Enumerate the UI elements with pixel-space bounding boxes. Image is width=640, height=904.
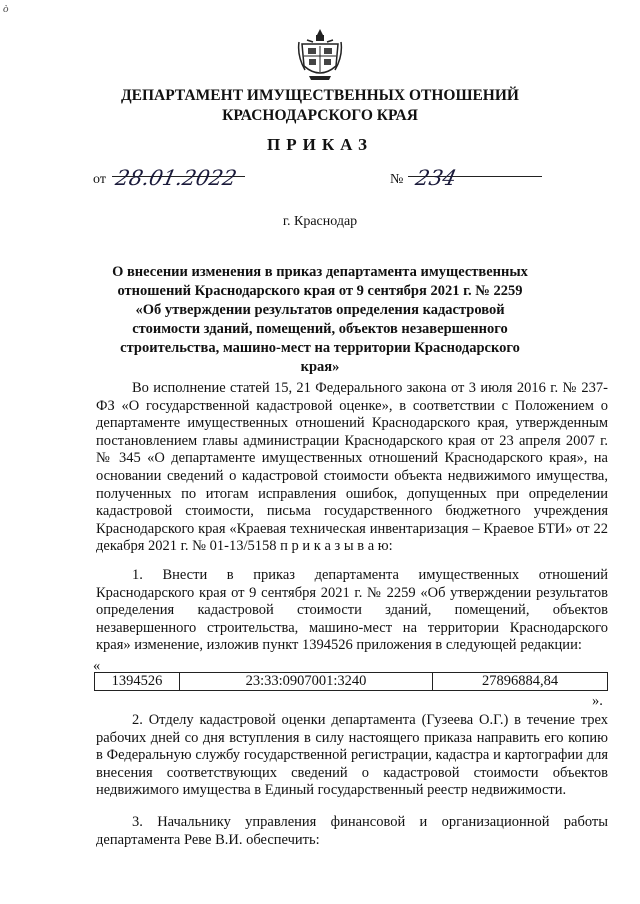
order-subject: О внесении изменения в приказ департамента имущественных отношений Краснодарского края от 9 сентября 2021 г. № 2259 «Об утверждении результатов определения кадастровой стоимости зданий, помещений, объектов незавершенного строительства, машино-мест на территории Краснодарского края» [112,264,528,375]
department-name-line1: ДЕПАРТАМЕНТ ИМУЩЕСТВЕННЫХ ОТНОШЕНИЙ [121,87,519,104]
department-name-line2: КРАСНОДАРСКОГО КРАЯ [222,107,418,124]
cadastral-table [94,672,608,691]
date-handwritten: 28.01.2022 [113,166,239,190]
corner-mark: ò [3,3,9,15]
number-label: № [390,172,404,187]
item-2-paragraph: 2. Отделу кадастровой оценки департамента (Гузеева О.Г.) в течение трех рабочих дней со дня вступления в силу настоящего приказа направить его копию в Федеральную службу государственной регистрации, кадастра и картографии для внесения соответствующих сведений о кадастровой стоимости объектов недвижимого имущества в Единый государственный реестр недвижимости. [96,712,608,799]
item-3-paragraph: 3. Начальнику управления финансовой и организационной работы департамента Реве В.И. обеспечить: [96,814,608,848]
krasnodar-coat-of-arms-icon [297,26,343,82]
city: г. Краснодар [282,214,358,229]
table-row [95,673,608,691]
item-number-cell: 1394526 [95,673,180,691]
cadastral-number-cell: 23:33:0907001:3240 [180,673,433,691]
number-handwritten: 234 [413,166,459,190]
cadastral-value-cell: 27896884,84 [433,673,608,691]
intro-paragraph: Во исполнение статей 15, 21 Федерального закона от 3 июля 2016 г. № 237-ФЗ «О государственной кадастровой оценке», в соответствии с Положением о департаменте имущественных отношений Краснодарского края, утвержденным постановлением главы администрации Краснодарского края от 23 апреля 2007 г. № 345 «О департаменте имущественных отношений Краснодарского края», на основании сведений о кадастровой стоимости объекта недвижимого имущества, полученных по итогам исправления ошибок, допущенных при определении кадастровой стоимости, письма государственного бюджетного учреждения Краснодарского края «Краевая техническая инвентаризация – Краевое БТИ» от 22 декабря 2021 г. № 01-13/5158 п р и к а з ы в а ю: [96,380,608,555]
quote-close: ». [592,693,603,709]
order-title: ПРИКАЗ [267,135,373,154]
department-name [0,86,640,126]
date-label: от [93,172,106,187]
quote-open: « [93,658,101,674]
item-1-paragraph: 1. Внести в приказ департамента имущественных отношений Краснодарского края от 9 сентября 2021 г. № 2259 «Об утверждении результатов определения кадастровой стоимости зданий, помещений, объектов незавершенного строительства, машино-мест на территории Краснодарского края» изменение, изложив пункт 1394526 приложения в следующей редакции: [96,567,608,654]
